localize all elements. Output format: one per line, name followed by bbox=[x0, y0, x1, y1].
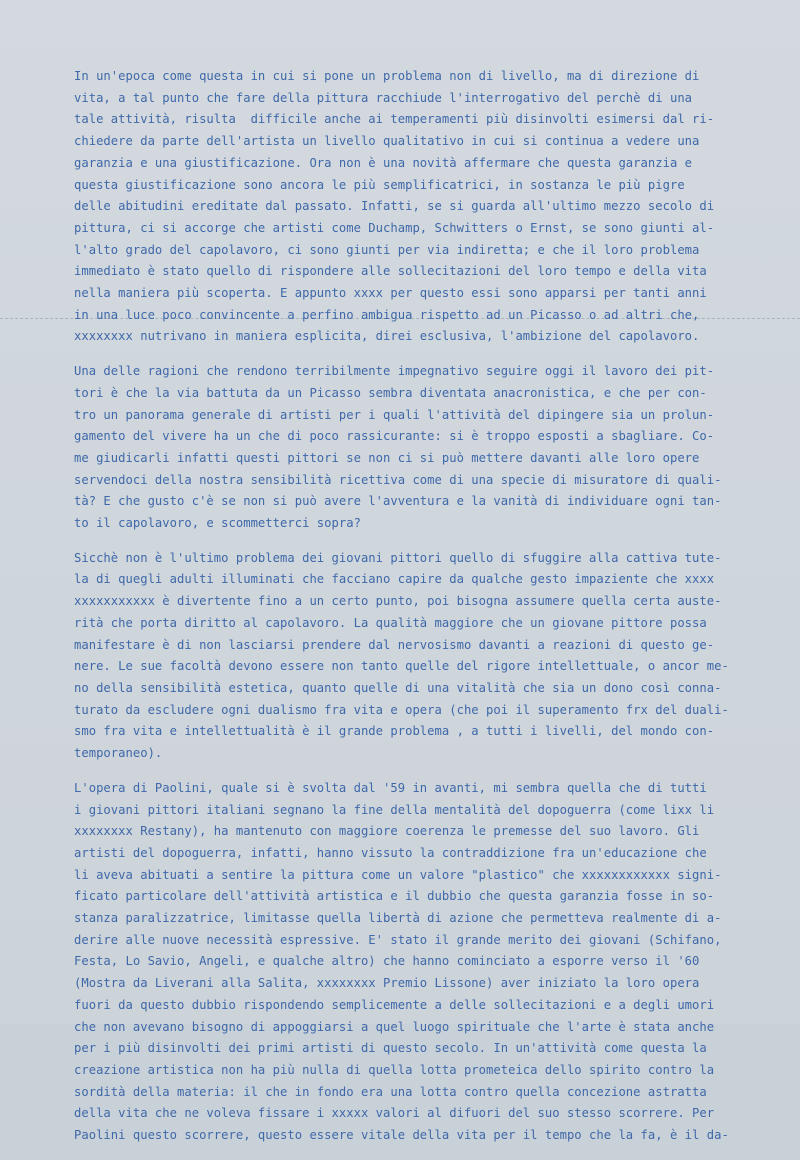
text-line: sordità della materia: il che in fondo era una lotta contro quella concezione astratta bbox=[74, 1084, 707, 1099]
text-line: turato da escludere ogni dualismo fra vita e opera (che poi il superamento frx del duali- bbox=[74, 702, 729, 717]
text-line: tà? E che gusto c'è se non si può avere l'avventura e la vanità di individuare ogni tan- bbox=[74, 494, 722, 509]
text-line: questa giustificazione sono ancora le più semplificatrici, in sostanza le più pigre bbox=[74, 177, 685, 192]
text-line: Sicchè non è l'ultimo problema dei giovani pittori quello di sfuggire alla cattiva tute- bbox=[74, 550, 722, 565]
text-line: artisti del dopoguerra, infatti, hanno vissuto la contraddizione fra un'educazione che bbox=[74, 845, 707, 860]
text-line: li aveva abituati a sentire la pittura come un valore "plastico" che xxxxxxxxxxxx signi- bbox=[74, 867, 722, 882]
paragraph-4 bbox=[74, 778, 782, 1147]
text-line: derire alle nuove necessità espressive. E' stato il grande merito dei giovani (Schifano, bbox=[74, 932, 722, 947]
text-line: che non avevano bisogno di appoggiarsi a quel luogo spirituale che l'arte è stata anche bbox=[74, 1019, 715, 1034]
text-line: i giovani pittori italiani segnano la fine della mentalità del dopoguerra (come lixx li bbox=[74, 802, 715, 817]
text-line: della vita che ne voleva fissare i xxxxx valori al difuori del suo stesso scorrere. Per bbox=[74, 1106, 715, 1121]
text-line: tori è che la via battuta da un Picasso sembra diventata anacronistica, e che per con- bbox=[74, 385, 707, 400]
paragraph-3 bbox=[74, 548, 782, 765]
text-line: chiedere da parte dell'artista un livello qualitativo in cui si continua a vedere una bbox=[74, 134, 700, 149]
text-line: temporaneo). bbox=[74, 746, 163, 761]
paragraph-2 bbox=[74, 361, 782, 535]
text-line: gamento del vivere ha un che di poco rassicurante: si è troppo esposti a sbagliare. Co- bbox=[74, 429, 715, 444]
text-line: ficato particolare dell'attività artistica e il dubbio che questa garanzia fosse in so- bbox=[74, 889, 715, 904]
text-line: rità che porta diritto al capolavoro. La qualità maggiore che un giovane pittore possa bbox=[74, 615, 707, 630]
text-line: immediato è stato quello di rispondere alle sollecitazioni del loro tempo e della vita bbox=[74, 264, 707, 279]
text-line: xxxxxxxx nutrivano in maniera esplicita, direi esclusiva, l'ambizione del capolavoro. bbox=[74, 329, 700, 344]
text-line: fuori da questo dubbio rispondendo semplicemente a delle sollecitazioni e a degli umori bbox=[74, 997, 715, 1012]
text-line: smo fra vita e intellettualità è il grande problema , a tutti i livelli, del mondo con- bbox=[74, 724, 715, 739]
text-line: in una luce poco convincente a perfino ambigua rispetto ad un Picasso o ad altri che, bbox=[74, 307, 700, 322]
text-line: per i più disinvolti dei primi artisti di questo secolo. In un'attività come questa la bbox=[74, 1041, 707, 1056]
text-line: l'alto grado del capolavoro, ci sono giunti per via indiretta; e che il loro problema bbox=[74, 242, 700, 257]
text-line: L'opera di Paolini, quale si è svolta dal '59 in avanti, mi sembra quella che di tutti bbox=[74, 780, 707, 795]
text-line: Festa, Lo Savio, Angeli, e qualche altro) che hanno cominciato a esporre verso il '60 bbox=[74, 954, 700, 969]
text-line: tro un panorama generale di artisti per i quali l'attività del dipingere sia un prolun- bbox=[74, 407, 715, 422]
text-line: to il capolavoro, e scommetterci sopra? bbox=[74, 516, 361, 531]
text-line: xxxxxxxxxxx è divertente fino a un certo punto, poi bisogna assumere quella certa auste- bbox=[74, 594, 722, 609]
text-line: me giudicarli infatti questi pittori se non ci si può mettere davanti alle loro opere bbox=[74, 450, 700, 465]
text-line: vita, a tal punto che fare della pittura racchiude l'interrogativo del perchè di una bbox=[74, 90, 693, 105]
document-body bbox=[74, 66, 782, 1160]
text-line: (Mostra da Liverani alla Salita, xxxxxxxx Premio Lissone) aver iniziato la loro opera bbox=[74, 976, 700, 991]
text-line: Una delle ragioni che rendono terribilmente impegnativo seguire oggi il lavoro dei pit- bbox=[74, 364, 715, 379]
text-line: stanza paralizzatrice, limitasse quella libertà di azione che permetteva realmente di a- bbox=[74, 911, 722, 926]
text-line: nere. Le sue facoltà devono essere non tanto quelle del rigore intellettuale, o ancor me- bbox=[74, 659, 729, 674]
text-line: tale attività, risulta difficile anche ai temperamenti più disinvolti esimersi dal ri- bbox=[74, 112, 715, 127]
text-line: xxxxxxxx Restany), ha mantenuto con maggiore coerenza le premesse del suo lavoro. Gli bbox=[74, 824, 700, 839]
text-line: In un'epoca come questa in cui si pone un problema non di livello, ma di direzione di bbox=[74, 69, 700, 83]
text-line: manifestare è di non lasciarsi prendere dal nervosismo davanti a reazioni di questo ge- bbox=[74, 637, 715, 652]
text-line: delle abitudini ereditate dal passato. Infatti, se si guarda all'ultimo mezzo secolo di bbox=[74, 199, 715, 214]
text-line: Paolini questo scorrere, questo essere vitale della vita per il tempo che la fa, è il da- bbox=[74, 1128, 729, 1143]
paragraph-1 bbox=[74, 66, 782, 348]
text-line: servendoci della nostra sensibilità ricettiva come di una specie di misuratore di quali- bbox=[74, 472, 722, 487]
text-line: garanzia e una giustificazione. Ora non è una novità affermare che questa garanzia e bbox=[74, 155, 693, 170]
text-line: pittura, ci si accorge che artisti come Duchamp, Schwitters o Ernst, se sono giunti al- bbox=[74, 220, 715, 235]
text-line: creazione artistica non ha più nulla di quella lotta prometeica dello spirito contro la bbox=[74, 1062, 715, 1077]
text-line: nella maniera più scoperta. E appunto xxxx per questo essi sono apparsi per tanti anni bbox=[74, 286, 707, 301]
text-line: la di quegli adulti illuminati che facciano capire da qualche gesto impaziente che xxxx bbox=[74, 572, 715, 587]
text-line: no della sensibilità estetica, quanto quelle di una vitalità che sia un dono così conna- bbox=[74, 680, 722, 695]
